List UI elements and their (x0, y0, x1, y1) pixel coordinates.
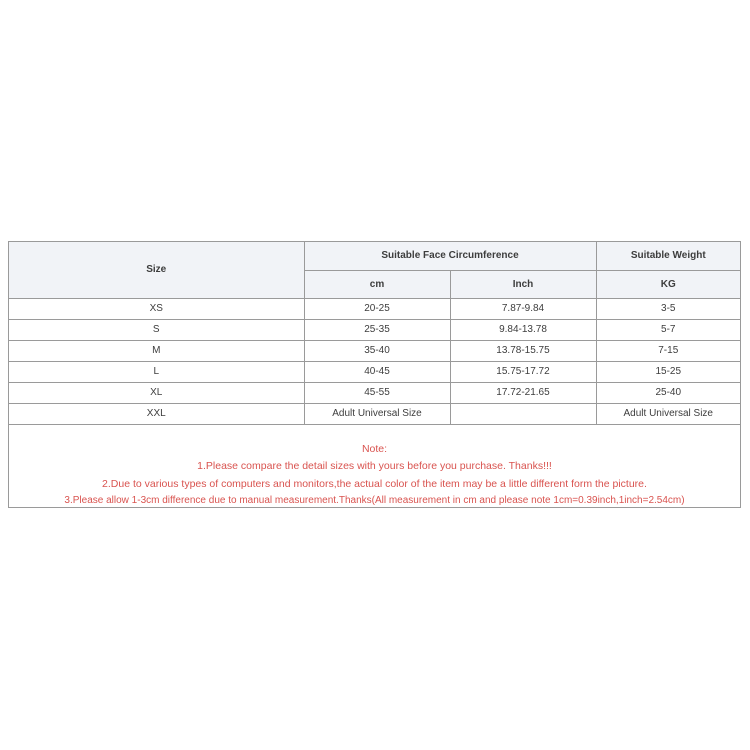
cm-cell: Adult Universal Size (304, 403, 450, 424)
size-cell: XXL (9, 403, 304, 424)
cm-cell: 35-40 (304, 340, 450, 361)
inch-header: Inch (450, 270, 596, 298)
cm-cell: 40-45 (304, 361, 450, 382)
size-cell: M (9, 340, 304, 361)
table-row (9, 298, 740, 319)
kg-cell: 25-40 (596, 382, 740, 403)
inch-cell: 7.87-9.84 (450, 298, 596, 319)
size-cell: XS (9, 298, 304, 319)
kg-cell: 3-5 (596, 298, 740, 319)
size-header: Size (9, 242, 304, 298)
note-line-3: 3.Please allow 1-3cm difference due to manual measurement.Thanks(All measurement in cm and please note 1cm=0.39inch,1inch=2.54cm) (64, 495, 685, 506)
kg-cell: Adult Universal Size (596, 403, 740, 424)
note-title: Note: (361, 443, 388, 455)
notes-section (9, 427, 740, 507)
inch-cell: 15.75-17.72 (450, 361, 596, 382)
size-cell: L (9, 361, 304, 382)
inch-cell: 17.72-21.65 (450, 382, 596, 403)
inch-cell: 9.84-13.78 (450, 319, 596, 340)
table-row (9, 403, 740, 424)
kg-header: KG (596, 270, 740, 298)
kg-cell: 15-25 (596, 361, 740, 382)
inch-cell (450, 403, 596, 424)
weight-header: Suitable Weight (596, 242, 740, 270)
table-row (9, 340, 740, 361)
note-line-1: 1.Please compare the detail sizes with yours before you purchase. Thanks!!! (197, 460, 552, 472)
size-chart (8, 241, 741, 508)
size-cell: XL (9, 382, 304, 403)
cm-cell: 20-25 (304, 298, 450, 319)
cm-cell: 25-35 (304, 319, 450, 340)
size-cell: S (9, 319, 304, 340)
kg-cell: 7-15 (596, 340, 740, 361)
cm-header: cm (304, 270, 450, 298)
table-row (9, 361, 740, 382)
cm-cell: 45-55 (304, 382, 450, 403)
header-row (9, 242, 740, 270)
inch-cell: 13.78-15.75 (450, 340, 596, 361)
face-circumference-header: Suitable Face Circumference (304, 242, 596, 270)
kg-cell: 5-7 (596, 319, 740, 340)
size-table (9, 242, 740, 425)
table-row (9, 382, 740, 403)
table-row (9, 319, 740, 340)
note-line-2: 2.Due to various types of computers and monitors,the actual color of the item may be a little different form the picture. (102, 478, 647, 490)
